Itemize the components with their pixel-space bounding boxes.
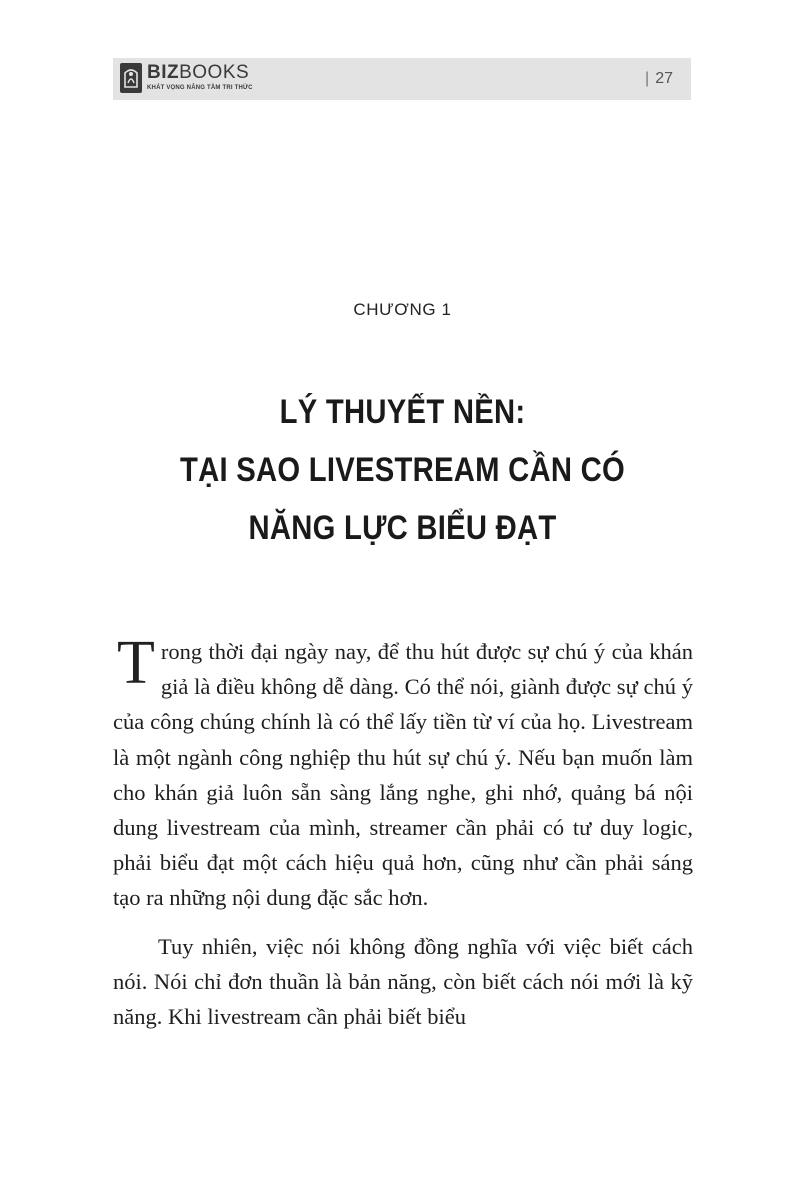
brand-tagline: KHÁT VỌNG NÂNG TẦM TRI THỨC [147, 85, 253, 91]
body-text [113, 629, 693, 1034]
bizbooks-logo-icon [120, 63, 142, 93]
chapter-title [56, 383, 748, 557]
page-number: | 27 [645, 70, 673, 87]
drop-cap: T [117, 629, 155, 697]
chapter-title-line: LÝ THUYẾT NỀN: [279, 393, 526, 431]
running-header [113, 58, 691, 100]
chapter-label: CHƯƠNG 1 [353, 300, 452, 319]
chapter-title-line: TẠI SAO LIVESTREAM CẦN CÓ [179, 451, 626, 489]
paragraph: Tuy nhiên, việc nói không đồng nghĩa với việc biết cách nói. Nói chỉ đơn thuần là bản năng, còn biết cách nói mới là kỹ năng. Khi livestream cần phải biết biểu [113, 933, 693, 1030]
chapter-title-line: NĂNG LỰC BIỂU ĐẠT [248, 509, 557, 547]
paragraph: Trong thời đại ngày nay, để thu hút được sự chú ý của khán giả là điều không dễ dàng. Có thể nói, giành được sự chú ý của công chúng chính là có thể lấy tiền từ ví của họ. Livestream là một ngành công nghiệp thu hút sự chú ý. Nếu bạn muốn làm cho khán giả luôn sẵn sàng lắng nghe, ghi nhớ, quảng bá nội dung livestream của mình, streamer cần phải có tư duy logic, phải biểu đạt một cách hiệu quả hơn, cũng như cần phải sáng tạo ra những nội dung đặc sắc hơn. [113, 629, 693, 911]
brand-name: BIZBOOKS [147, 62, 250, 83]
